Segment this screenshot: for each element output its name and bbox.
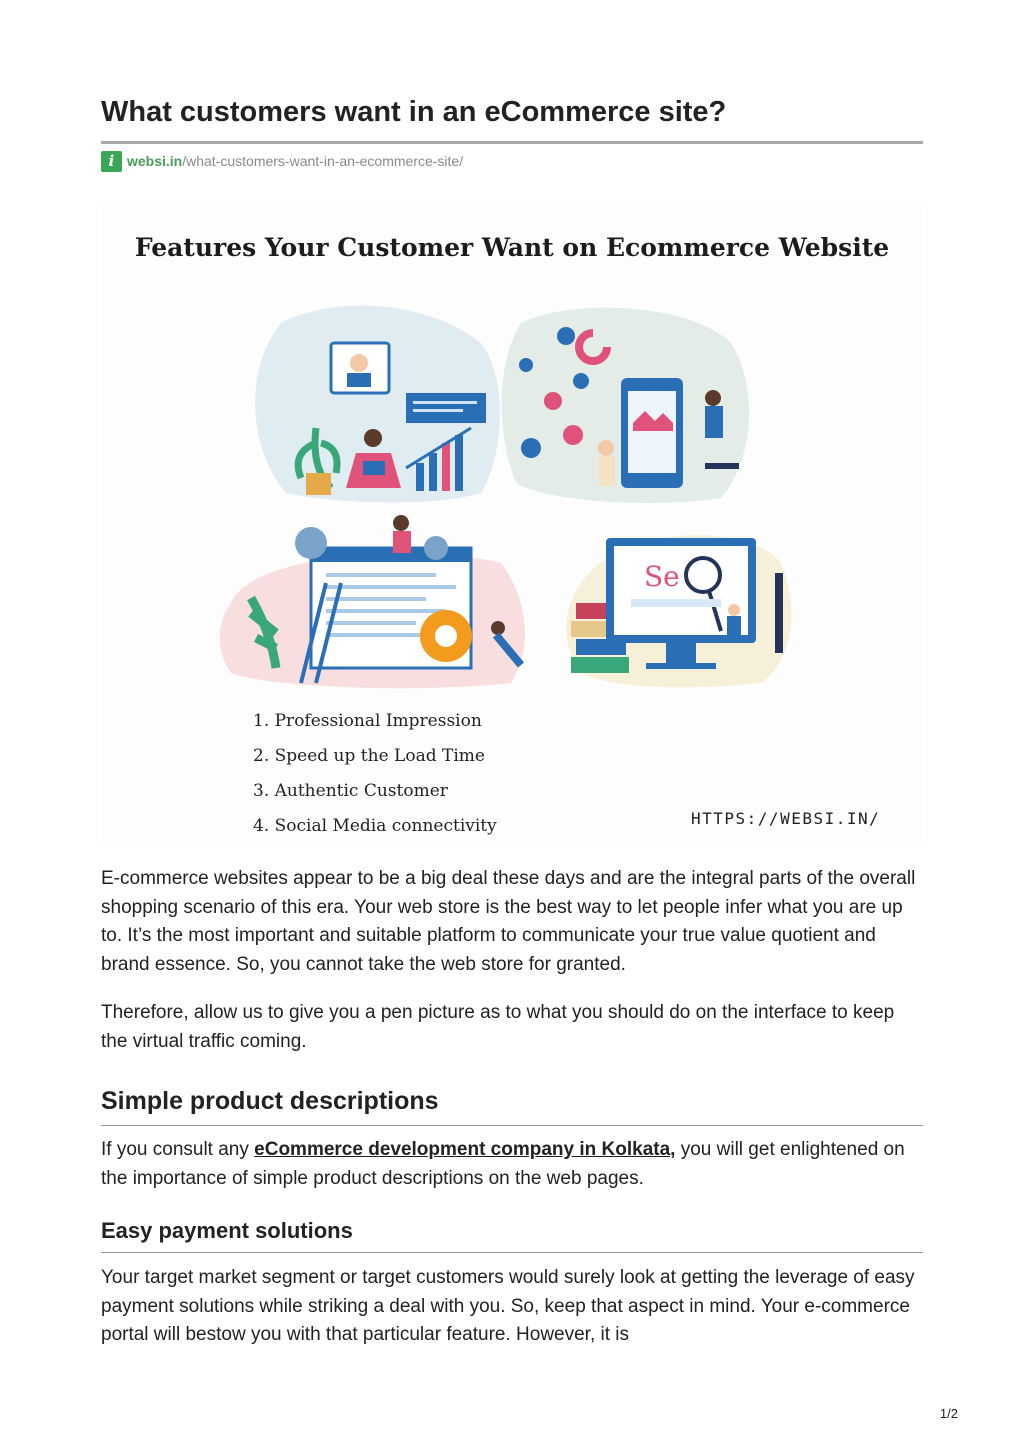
payment-paragraph: Your target market segment or target customers would surely look at getting the leverage of easy payment solutions while striking a deal with you. So, keep that aspect in mind. Your e-commerce portal will bestow you with that particular feature. However, it is xyxy=(101,1267,915,1345)
source-path: /what-customers-want-in-an-ecommerce-site/ xyxy=(182,153,464,169)
source-line xyxy=(101,150,463,172)
section-heading-descriptions: Simple product descriptions xyxy=(101,1087,439,1115)
hero-image xyxy=(101,203,923,845)
ecommerce-company-link[interactable]: eCommerce development company in Kolkata, xyxy=(254,1139,676,1160)
feature-item: 3. Authentic Customer xyxy=(253,781,448,801)
source-link[interactable] xyxy=(127,153,463,169)
ecommerce-illustration xyxy=(101,203,923,845)
feature-item: 4. Social Media connectivity xyxy=(253,816,497,836)
source-domain: websi.in xyxy=(127,153,183,169)
section-divider xyxy=(101,1252,923,1253)
seo-text: Se xyxy=(644,560,680,593)
descriptions-text-after: you will get enlightened on the importance of simple product descriptions on the web pages. xyxy=(101,1139,905,1189)
section-heading-payment: Easy payment solutions xyxy=(101,1218,353,1243)
hero-title: Features Your Customer Want on Ecommerce Website xyxy=(134,233,890,262)
title-divider xyxy=(101,141,923,144)
descriptions-text-before: If you consult any xyxy=(101,1139,255,1160)
info-icon: i xyxy=(101,151,122,172)
descriptions-paragraph xyxy=(101,1136,923,1193)
section-divider xyxy=(101,1125,923,1126)
page-number: 1/2 xyxy=(939,1406,958,1421)
intro-paragraph-1: E-commerce websites appear to be a big deal these days and are the integral parts of the overall shopping scenario of this era. Your web store is the best way to let people infer what you are up to. It’s the most important and suitable platform to communicate your true value quotient and brand essence. So, you cannot take the web store for granted. xyxy=(101,868,916,975)
feature-list xyxy=(253,711,497,845)
feature-item: 2. Speed up the Load Time xyxy=(253,746,485,766)
feature-item: 1. Professional Impression xyxy=(253,711,482,731)
page-title: What customers want in an eCommerce site? xyxy=(101,96,727,128)
intro-paragraph-2: Therefore, allow us to give you a pen picture as to what you should do on the interface to keep the virtual traffic coming. xyxy=(101,1002,895,1052)
hero-url: HTTPS://WEBSI.IN/ xyxy=(691,809,881,828)
